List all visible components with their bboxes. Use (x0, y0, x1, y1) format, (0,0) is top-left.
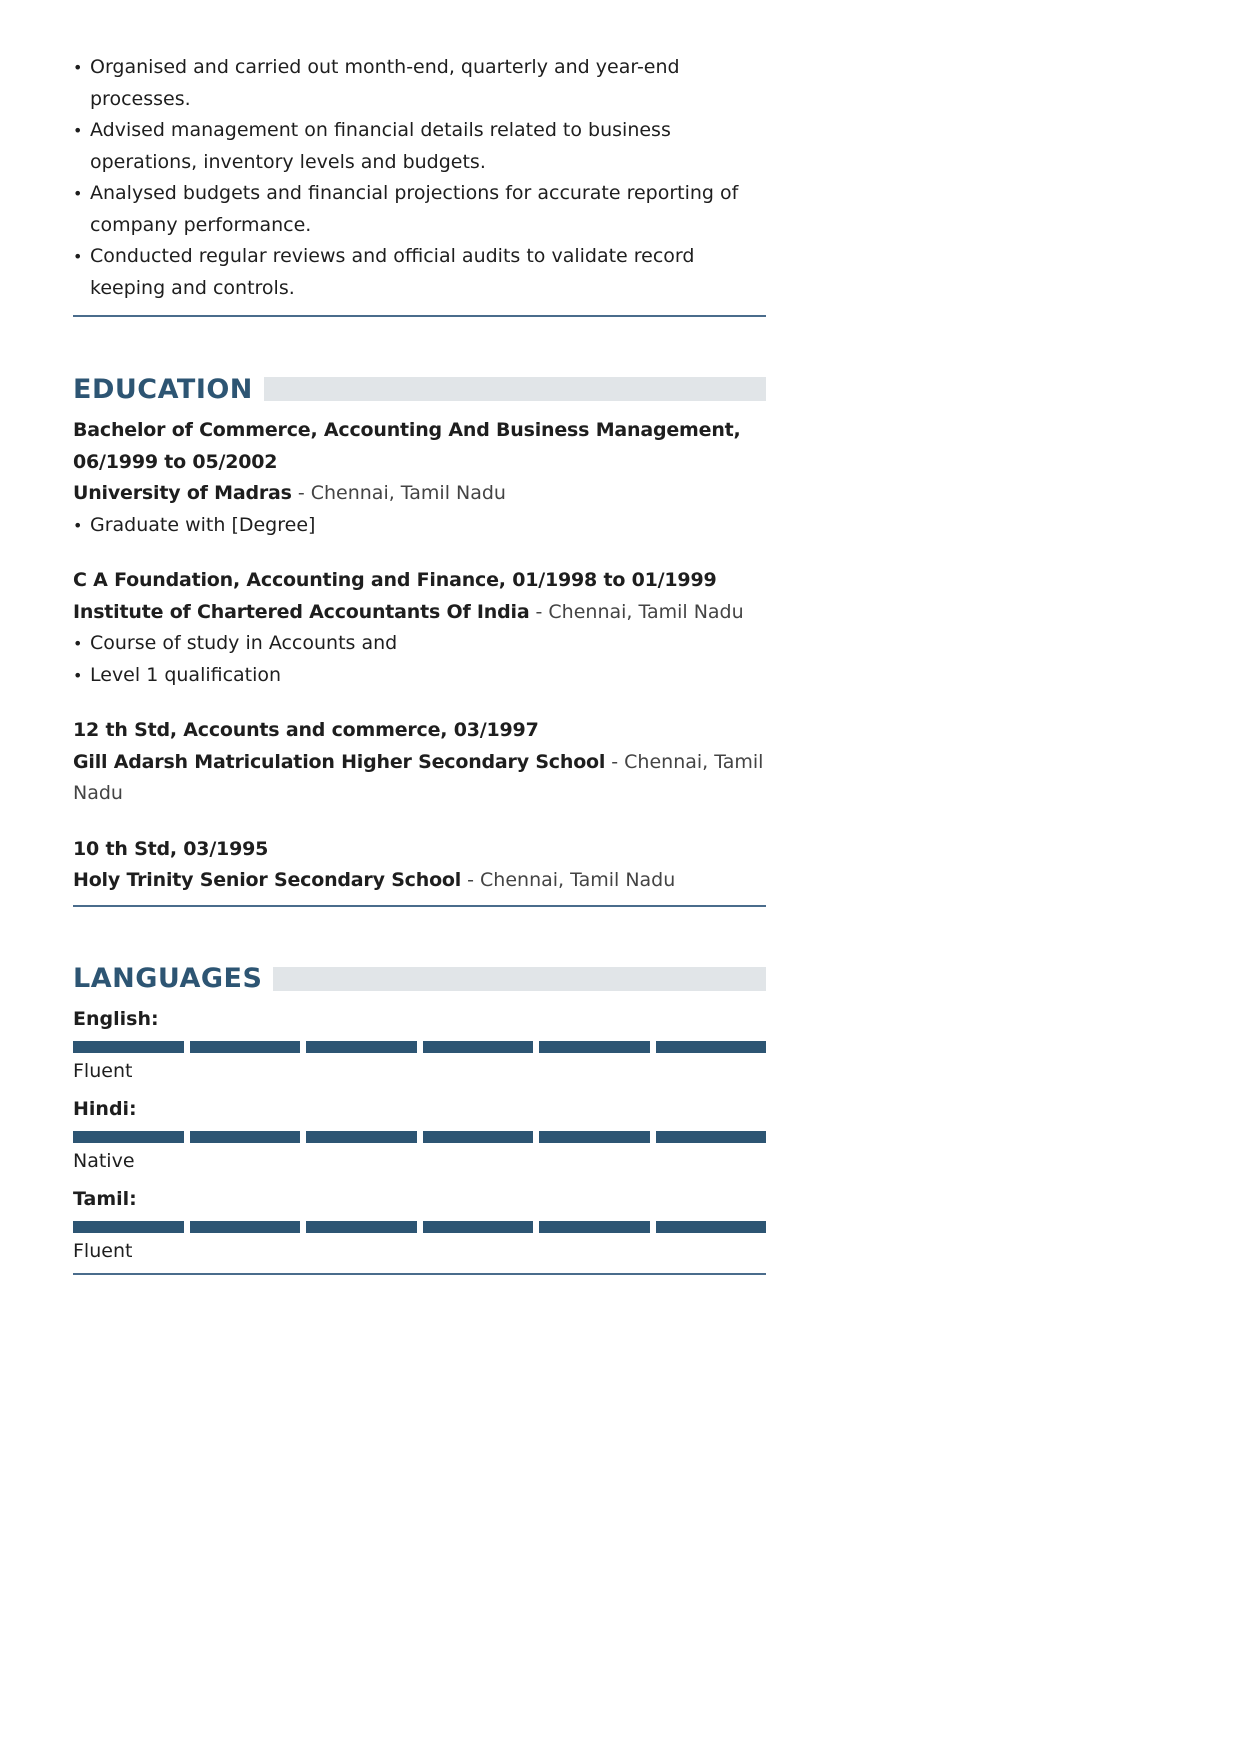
proficiency-segment (423, 1041, 534, 1053)
education-bullet: • Course of study in Accounts and (73, 628, 766, 660)
language-item (73, 1095, 766, 1175)
proficiency-segment (73, 1041, 184, 1053)
proficiency-segment (73, 1131, 184, 1143)
institution-name: Institute of Chartered Accountants Of India (73, 600, 530, 623)
language-name: English: (73, 1007, 159, 1030)
language-item (73, 1185, 766, 1265)
institution-location: - Chennai, Tamil Nadu (461, 869, 676, 891)
language-level: Native (73, 1149, 135, 1172)
section-divider (73, 905, 766, 907)
education-entry (73, 565, 766, 691)
education-title: EDUCATION (73, 373, 253, 405)
proficiency-segment (539, 1131, 650, 1143)
institution-line (73, 478, 766, 510)
proficiency-segment (656, 1131, 767, 1143)
education-bullet: • Graduate with [Degree] (73, 510, 766, 542)
language-proficiency-bar (73, 1221, 766, 1233)
language-proficiency-bar (73, 1041, 766, 1053)
institution-line (73, 597, 766, 629)
degree-line: 10 th Std, 03/1995 (73, 837, 269, 860)
institution-location: - Chennai, Tamil Nadu (529, 600, 744, 623)
proficiency-segment (190, 1131, 301, 1143)
degree-line: 12 th Std, Accounts and commerce, 03/1997 (73, 719, 539, 741)
institution-location: - Chennai, Tamil Nadu (291, 482, 506, 504)
proficiency-segment (306, 1131, 417, 1143)
resume-content (73, 52, 766, 1275)
experience-bullet: • Conducted regular reviews and official audits to validate record keeping and controls. (73, 241, 766, 304)
section-title-bar (264, 377, 766, 401)
institution-line (73, 747, 766, 810)
institution-name: Gill Adarsh Matriculation Higher Secondary School (73, 750, 606, 773)
experience-bullet: • Organised and carried out month-end, quarterly and year-end processes. (73, 52, 766, 115)
proficiency-segment (656, 1041, 767, 1053)
language-proficiency-bar (73, 1131, 766, 1143)
experience-bullets (73, 52, 766, 304)
language-name: Hindi: (73, 1097, 137, 1120)
proficiency-segment (539, 1041, 650, 1053)
proficiency-segment (190, 1221, 301, 1233)
institution-line (73, 865, 766, 897)
education-header (73, 369, 766, 409)
section-divider (73, 315, 766, 317)
institution-name: Holy Trinity Senior Secondary School (73, 869, 462, 891)
experience-bullet: • Advised management on financial details related to business operations, inventory levels and budgets. (73, 115, 766, 178)
languages-title: LANGUAGES (73, 963, 263, 994)
degree-line: Bachelor of Commerce, Accounting And Business Management, 06/1999 to 05/2002 (73, 419, 741, 473)
language-level: Fluent (73, 1059, 133, 1082)
education-entry (73, 834, 766, 897)
education-bullets (73, 628, 766, 691)
languages-header (73, 959, 766, 999)
language-name: Tamil: (73, 1187, 137, 1210)
institution-location: - Chennai, Tamil Nadu (73, 750, 764, 804)
proficiency-segment (73, 1221, 184, 1233)
language-level: Fluent (73, 1239, 133, 1262)
section-title-bar (273, 967, 766, 991)
proficiency-segment (306, 1221, 417, 1233)
education-bullets (73, 510, 766, 542)
proficiency-segment (539, 1221, 650, 1233)
proficiency-segment (423, 1131, 534, 1143)
education-bullet: • Level 1 qualification (73, 660, 766, 692)
institution-name: University of Madras (73, 482, 292, 504)
degree-line: C A Foundation, Accounting and Finance, 01/1998 to 01/1999 (73, 569, 717, 591)
education-entry (73, 715, 766, 810)
education-entry (73, 415, 766, 541)
proficiency-segment (656, 1221, 767, 1233)
proficiency-segment (306, 1041, 417, 1053)
section-divider (73, 1273, 766, 1275)
experience-bullet: • Analysed budgets and financial projections for accurate reporting of company performance. (73, 178, 766, 241)
proficiency-segment (423, 1221, 534, 1233)
language-item (73, 1005, 766, 1085)
proficiency-segment (190, 1041, 301, 1053)
